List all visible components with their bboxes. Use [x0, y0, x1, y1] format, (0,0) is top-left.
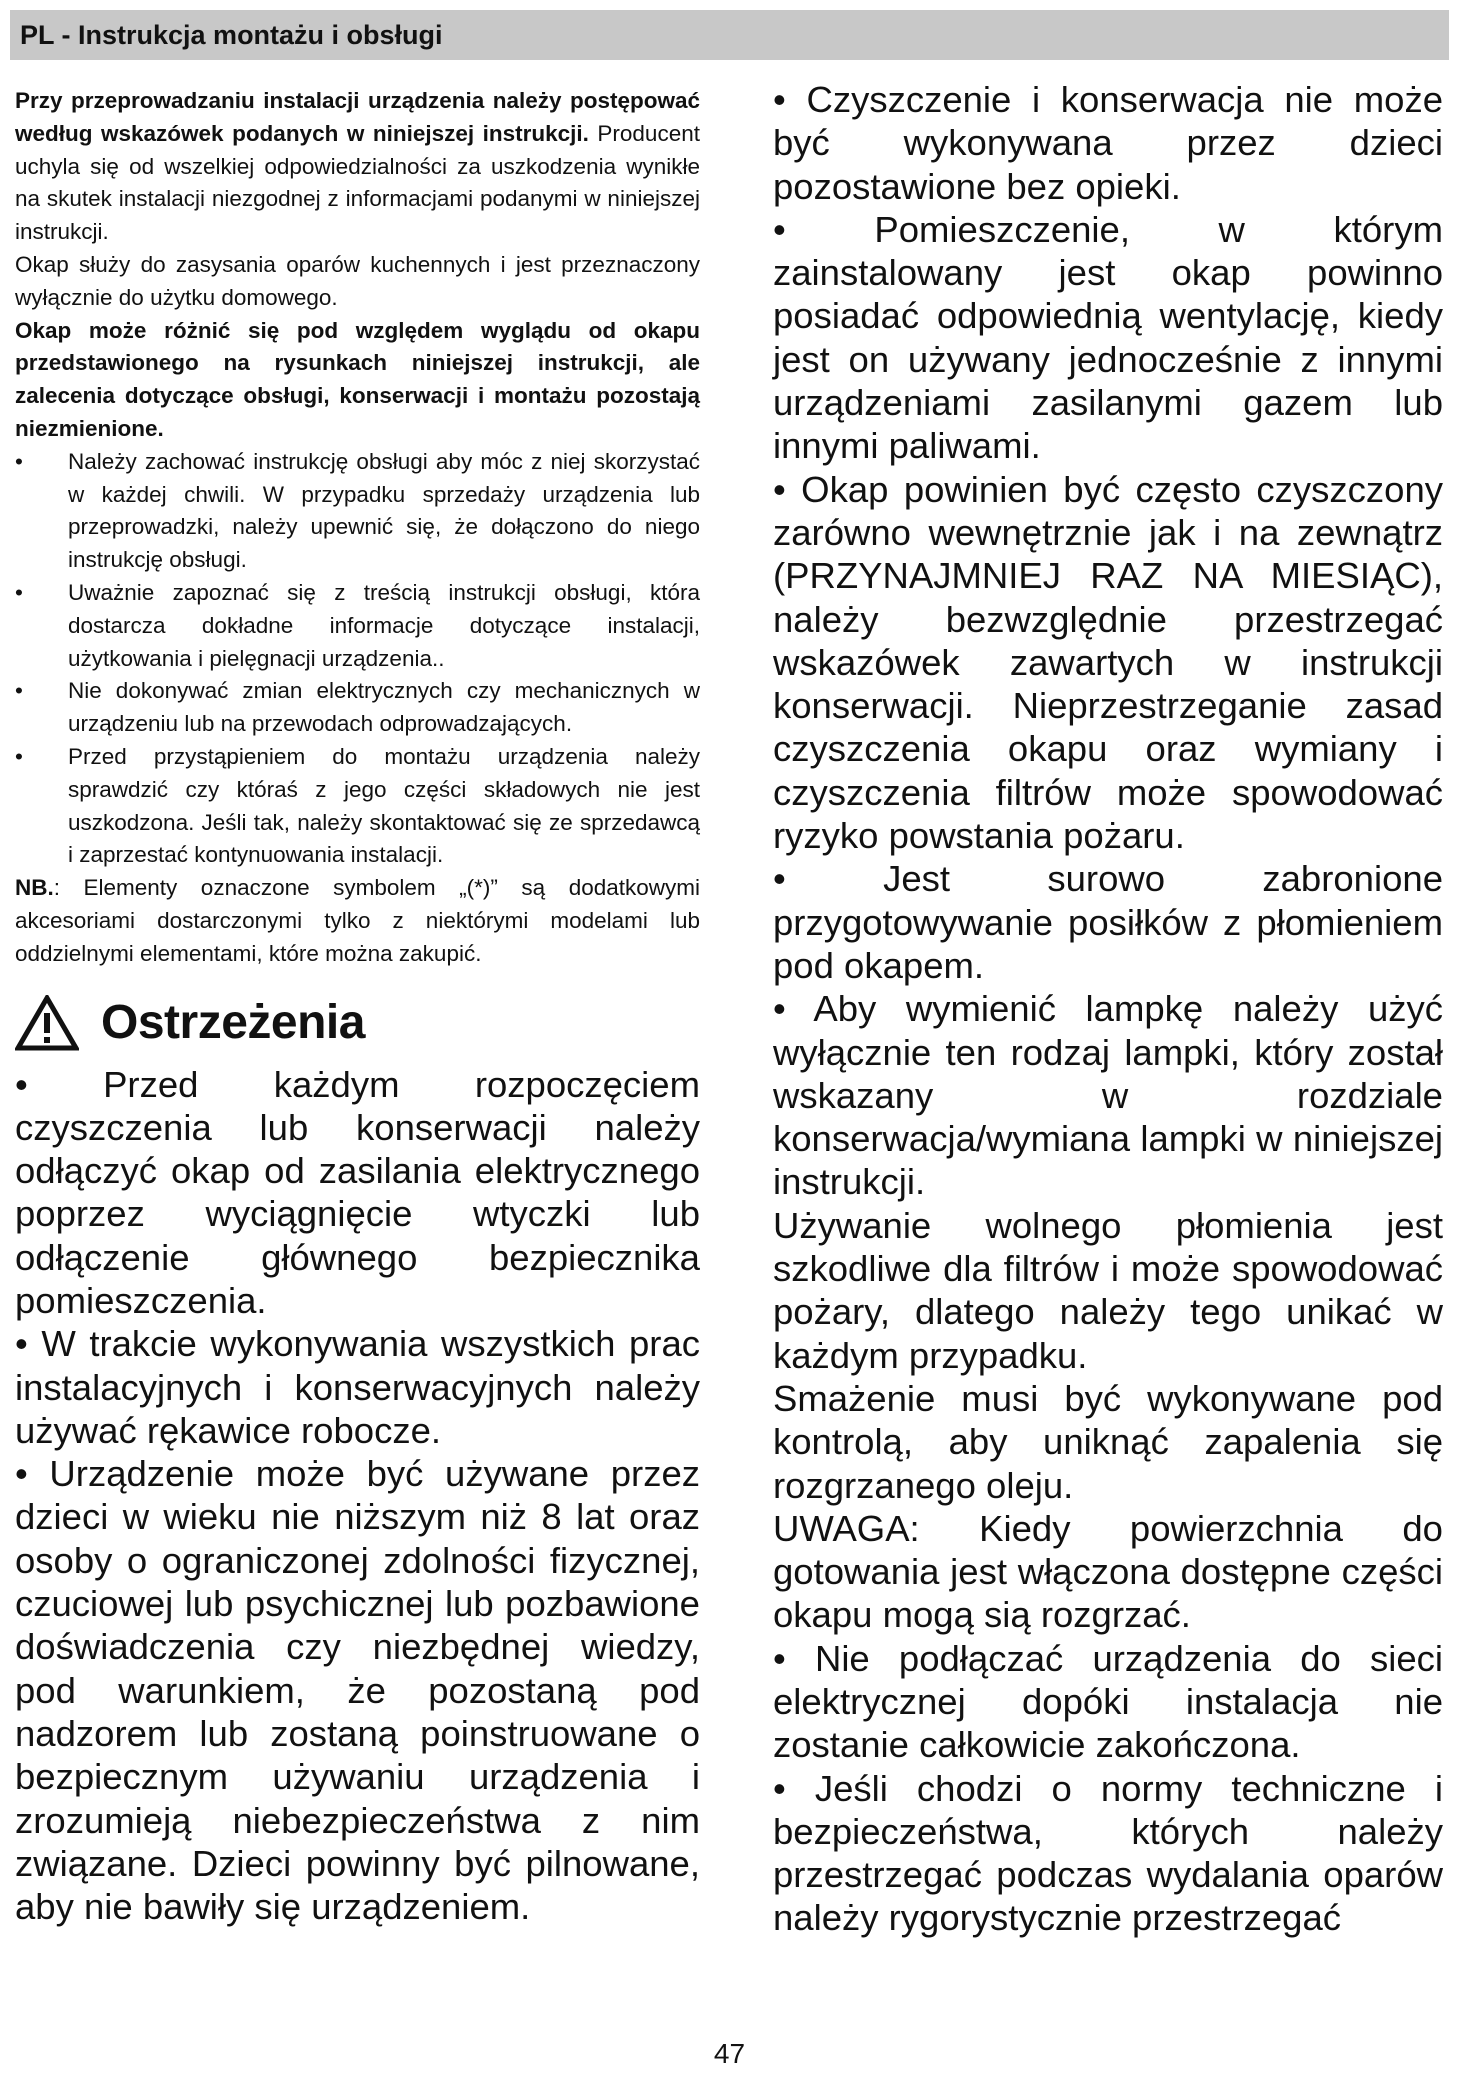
- list-item: [15, 741, 700, 872]
- warning-left-2: • W trakcie wykonywania wszystkich prac instalacyjnych i konserwacyjnych należy używać rękawice robocze.: [15, 1323, 700, 1451]
- bullet-icon: •: [15, 743, 23, 769]
- page-header: [10, 10, 1449, 60]
- list-item: [15, 446, 700, 577]
- warning-left-1: • Przed każdym rozpoczęciem czyszczenia lub konserwacji należy odłączyć okap od zasilania elektrycznego poprzez wyciągnięcie wtyczki lub odłączenie głównego bezpiecznika pomieszczenia.: [15, 1063, 700, 1321]
- intro-paragraph-2: Okap służy do zasysania oparów kuchennych i jest przeznaczony wyłącznie do użytku domowego.: [15, 251, 700, 310]
- warnings-heading: [15, 983, 700, 1063]
- bullet-text: Uważnie zapoznać się z treścią instrukcji obsługi, która dostarcza dokładne informacje dotyczące instalacji, użytkowania i pielęgnacji urządzenia..: [68, 579, 700, 671]
- nb-label: NB.: [15, 875, 54, 901]
- intro-bullet-list: [15, 446, 700, 872]
- bullet-icon: •: [15, 579, 23, 605]
- intro-p3-bold: Okap może różnić się pod względem wyglądu od okapu przedstawionego na rysunkach niniejszej instrukcji, ale zalecenia dotyczące obsługi, konserwacji i montażu pozostają niezmienione.: [15, 317, 700, 441]
- nb-note: [15, 872, 700, 970]
- warning-right-10: • Jeśli chodzi o normy techniczne i bezpieczeństwa, których należy przestrzegać podczas wydalania oparów należy rygorystycznie przestrzegać: [773, 1767, 1443, 1939]
- warning-right-4: • Jest surowo zabronione przygotowywanie posiłków z płomieniem pod okapem.: [773, 858, 1443, 986]
- warning-right-8: UWAGA: Kiedy powierzchnia do gotowania jest włączona dostępne części okapu mogą sią rozgrzać.: [773, 1507, 1443, 1636]
- left-column: [15, 85, 700, 1928]
- intro-paragraph-1: [15, 85, 700, 249]
- bullet-text: Należy zachować instrukcję obsługi aby móc z niej skorzystać w każdej chwili. W przypadku sprzedaży urządzenia lub przeprowadzki, należy upewnić się, że dołączono do niego instrukcję obsługi.: [68, 448, 700, 573]
- header-title: PL - Instrukcja montażu i obsługi: [20, 20, 443, 50]
- warning-right-9: • Nie podłączać urządzenia do sieci elektrycznej dopóki instalacja nie zostanie całkowicie zakończona.: [773, 1637, 1443, 1766]
- intro-section: [15, 85, 700, 971]
- list-item: [15, 675, 700, 741]
- list-item: [15, 577, 700, 675]
- warning-right-2: • Pomieszczenie, w którym zainstalowany jest okap powinno posiadać odpowiednią wentylację, kiedy jest on używany jednocześnie z innymi urządzeniami zasilanymi gazem lub innymi paliwami.: [773, 208, 1443, 467]
- bullet-icon: •: [15, 678, 23, 704]
- warning-right-7: Smażenie musi być wykonywane pod kontrolą, aby uniknąć zapalenia się rozgrzanego oleju.: [773, 1377, 1443, 1506]
- warning-right-6: Używanie wolnego płomienia jest szkodliwe dla filtrów i może spowodować pożary, dlatego należy tego unikać w każdym przypadku.: [773, 1204, 1443, 1376]
- warning-right-5: • Aby wymienić lampkę należy użyć wyłącznie ten rodzaj lampki, który został wskazany w rozdziale konserwacja/wymiana lampki w niniejszej instrukcji.: [773, 988, 1443, 1203]
- right-column: [773, 78, 1443, 1940]
- warning-right-3: • Okap powinien być często czyszczony zarówno wewnętrznie jak i na zewnątrz (PRZYNAJMNIEJ RAZ NA MIESIĄC), należy bezwzględnie przestrzegać wskazówek zawartych w instrukcji konserwacji. Nieprzestrzeganie zasad czyszczenia okapu oraz wymiany i czyszczenia filtrów może spowodować ryzyko powstania pożaru.: [773, 468, 1443, 857]
- warning-left-3: • Urządzenie może być używane przez dzieci w wieku nie niższym niż 8 lat oraz osoby o ograniczonej zdolności fizycznej, czuciowej lub psychicznej lub pozbawione doświadczenia czy niezbędnej wiedzy, pod warunkiem, że pozostaną pod nadzorem lub zostaną poinstruowane o bezpiecznym używaniu urządzenia i zrozumieją niebezpieczeństwa z nim związane. Dzieci powinny być pilnowane, aby nie bawiły się urządzeniem.: [15, 1453, 700, 1928]
- bullet-icon: •: [15, 448, 23, 474]
- intro-p1-bold: Przy przeprowadzaniu instalacji urządzenia należy postępować według wskazówek podanych w niniejszej instrukcji.: [15, 88, 700, 146]
- intro-p1-rest: Producent uchyla się od wszelkiej odpowiedzialności za uszkodzenia wynikłe na skutek instalacji niezgodnej z informacjami podanymi w niniejszej instrukcji.: [15, 120, 700, 245]
- warnings-title: Ostrzeżenia: [101, 995, 365, 1049]
- warning-right-1: • Czyszczenie i konserwacja nie może być wykonywana przez dzieci pozostawione bez opieki.: [773, 79, 1443, 207]
- warning-triangle-icon: [15, 995, 79, 1051]
- nb-text: : Elementy oznaczone symbolem „(*)” są dodatkowymi akcesoriami dostarczonymi tylko z niektórymi modelami lub oddzielnymi elementami, które można zakupić.: [15, 875, 700, 966]
- intro-paragraph-3: [15, 315, 700, 446]
- bullet-text: Przed przystąpieniem do montażu urządzenia należy sprawdzić czy któraś z jego części składowych nie jest uszkodzona. Jeśli tak, należy skontaktować się ze sprzedawcą i zaprzestać kontynuowania instalacji.: [68, 743, 700, 868]
- bullet-text: Nie dokonywać zmian elektrycznych czy mechanicznych w urządzeniu lub na przewodach odprowadzających.: [68, 678, 700, 737]
- page-number: 47: [713, 2038, 746, 2069]
